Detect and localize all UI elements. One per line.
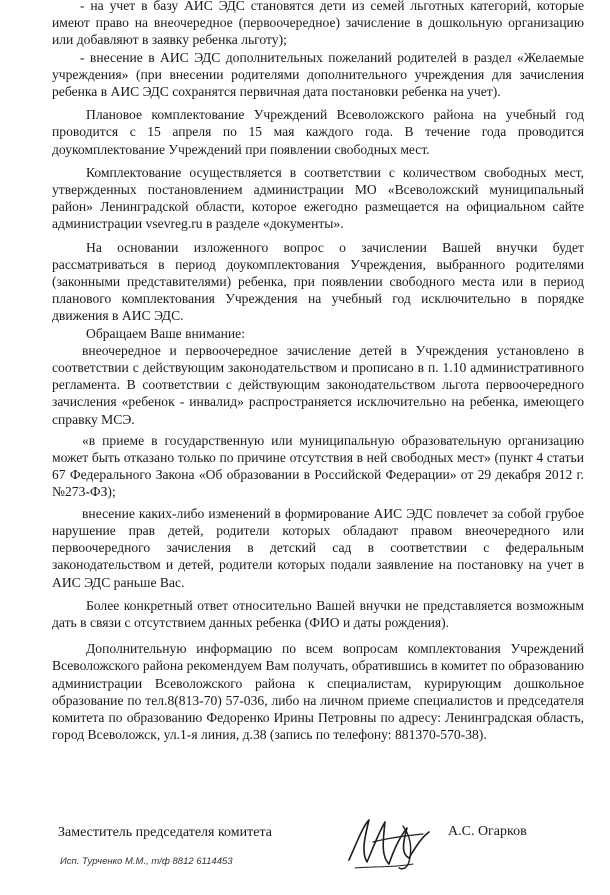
letter-body bbox=[52, 0, 584, 743]
paragraph-rights-violation: внесение каких-либо изменений в формирование АИС ЭДС повлечет за собой грубое нарушение прав детей, родители которых обладают правом внеочередного или первоочередного зачисления в детский сад в соответствии с федеральным законодательством и детей, родители которых подали заявление на постановку на учет в АИС ЭДС раньше Вас. bbox=[52, 505, 584, 590]
paragraph-attention: Обращаем Ваше внимание: bbox=[86, 325, 245, 341]
executor-note: Исп. Турченко М.М., т/ф 8812 6114453 bbox=[60, 856, 233, 867]
paragraph-enrollment-basis: На основании изложенного вопрос о зачислении Вашей внучки будет рассматриваться в период доукомплектования Учреждения, выбранного родителями (законными представителями) ребенка, при появлении свободного места или в период планового комплектования Учреждения на учебный год исключительно в порядке движения в АИС ЭДС. bbox=[52, 239, 584, 324]
paragraph-law-quote: «в приеме в государственную или муниципальную образовательную организацию может быть отказано только по причине отсутствия в ней свободных мест» (пункт 4 статьи 67 Федерального Закона «Об образовании в Российской Федерации» от 29 декабря 2012 г. №273-ФЗ); bbox=[52, 432, 584, 500]
signatory-title: Заместитель председателя комитета bbox=[58, 825, 272, 840]
paragraph-staffing-places: Комплектование осуществляется в соответствии с количеством свободных мест, утвержденных постановлением администрации МО «Всеволожский муниципальный район» Ленинградской области, которое ежегодно размещается на официальном сайте администрации vsevreg.ru в разделе «документы». bbox=[52, 164, 584, 232]
paragraph-contact-info: Дополнительную информацию по всем вопросам комплектования Учреждений Всеволожского района рекомендуем Вам получать, обратившись в комитет по образованию администрации Всеволожского района к специалистам, курирующим дошкольное образование по тел.8(813-70) 57-036, либо на личном приеме специалистов и председателя комитета по образованию Федоренко Ирины Петровны по адресу: Ленинградская область, город Всеволожск, ул.1-я линия, д.38 (запись по телефону: 881370-570-38). bbox=[52, 641, 584, 743]
signatory-name: А.С. Огарков bbox=[448, 824, 527, 839]
paragraph-planned-staffing: Плановое комплектование Учреждений Всеволожского района на учебный год проводится с 15 апреля по 15 мая каждого года. В течение года проводится доукомплектование Учреждений при появлении свободных мест. bbox=[52, 107, 584, 157]
paragraph-specific-answer: Более конкретный ответ относительно Вашей внучки не представляется возможным дать в связи с отсутствием данных ребенка (ФИО и даты рождения). bbox=[52, 597, 584, 630]
paragraph-list-item-1: - на учет в базу АИС ЭДС становятся дети из семей льготных категорий, которые имеют право на внеочередное (первоочередное) зачисление в дошкольную организацию или добавляют в заявку ребенка льготу); bbox=[52, 0, 584, 48]
paragraph-priority-enrollment: внеочередное и первоочередное зачисление детей в Учреждения установлено в соответствии с действующим законодательством и прописано в п. 1.10 административного регламента. В соответствии с действующим законодательством льгота первоочередного зачисления «ребенок - инвалид» распространяется исключительно на ребенка, имеющего справку МСЭ. bbox=[52, 342, 584, 427]
handwritten-signature bbox=[343, 812, 438, 874]
paragraph-list-item-2: - внесение в АИС ЭДС дополнительных пожеланий родителей в раздел «Желаемые учреждения» (при внесении родителями дополнительного учреждения для зачисления ребенка в АИС ЭДС сохранятся первичная дата постановки ребенка на учет). bbox=[52, 49, 584, 100]
